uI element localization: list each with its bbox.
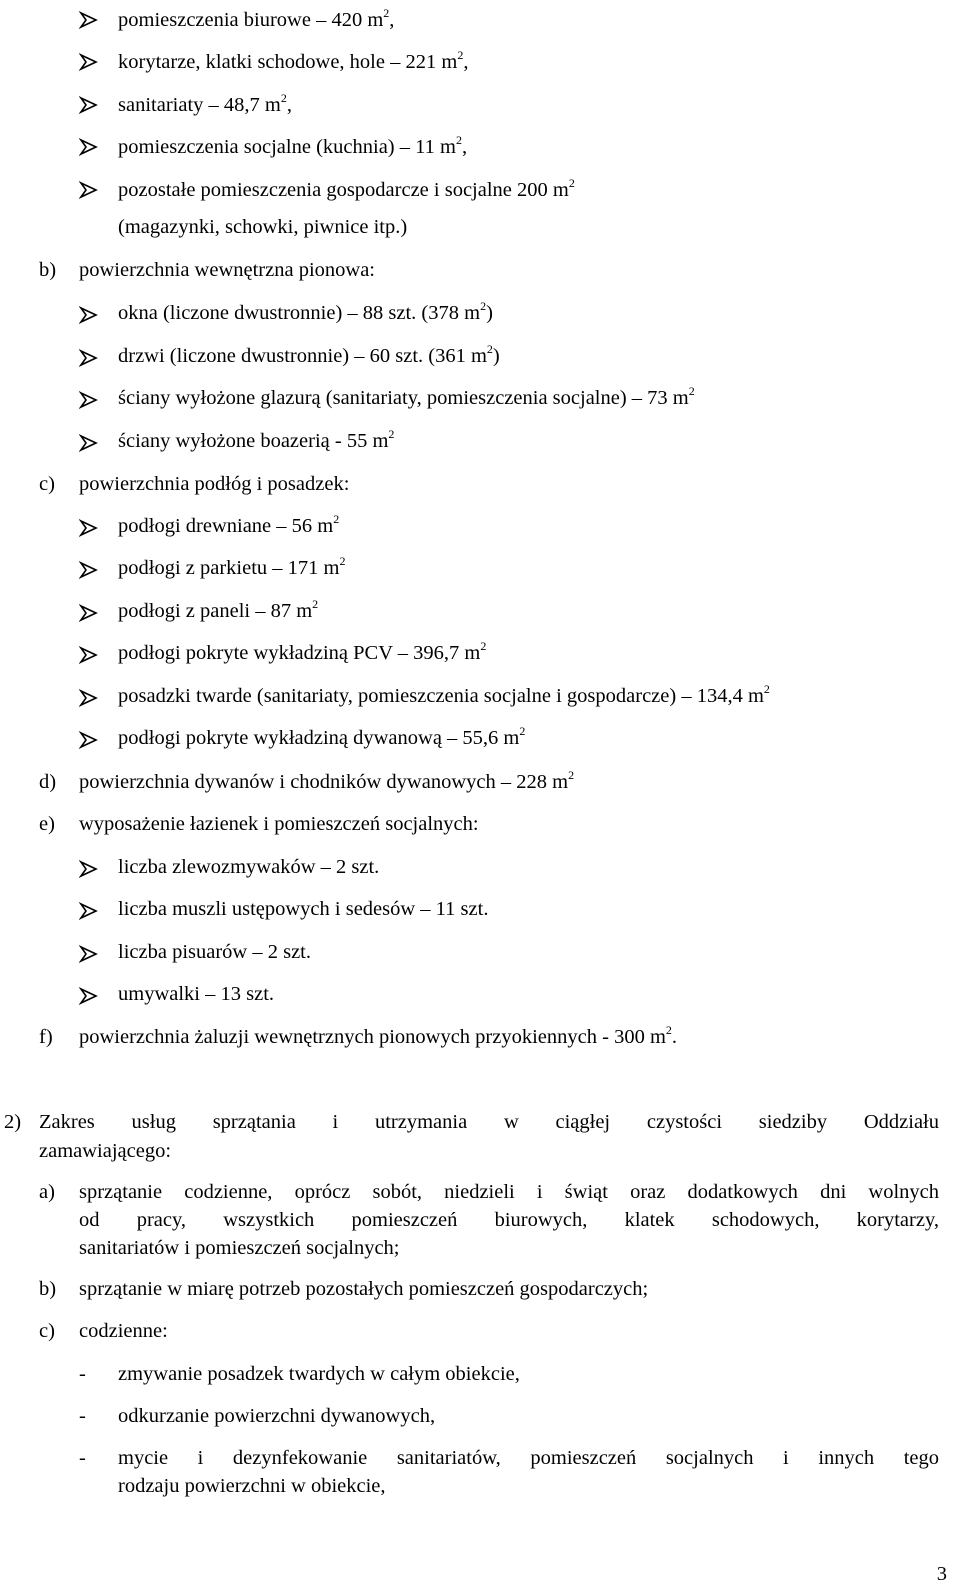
list-item: umywalki – 13 szt.	[118, 983, 275, 1005]
list-item: sanitariaty – 48,7 $m^2$,	[118, 91, 292, 116]
list-item: korytarze, klatki schodowe, hole – 221 $m^2$,	[118, 48, 469, 73]
list-item-continuation: rodzaju powierzchni w obiekcie,	[118, 1475, 386, 1497]
list-item: okna (liczone dwustronnie) – 88 szt. (378 $m^2$)	[118, 299, 493, 324]
section-heading-cont: zamawiającego:	[39, 1140, 172, 1162]
paragraph: powierzchnia dywanów i chodników dywanowych – 228 $m^2$	[79, 768, 575, 793]
paragraph: powierzchnia żaluzji wewnętrznych pionowych przyokiennych - 300 $m^2$.	[79, 1023, 678, 1048]
list-item: mycie i dezynfekowanie sanitariatów, pomieszczeń socjalnych i innych tego	[118, 1447, 939, 1469]
arrowhead-bullet-icon	[79, 901, 99, 921]
arrowhead-bullet-icon	[79, 944, 99, 964]
arrowhead-bullet-icon	[79, 560, 99, 580]
paragraph: od pracy, wszystkich pomieszczeń biurowych, klatek schodowych, korytarzy,	[79, 1209, 939, 1231]
list-item: ściany wyłożone boazerią - 55 $m^2$	[118, 427, 395, 452]
list-item: podłogi pokryte wykładziną PCV – 396,7 $m^2$	[118, 639, 487, 664]
section-heading: powierzchnia wewnętrzna pionowa:	[79, 259, 375, 281]
arrowhead-bullet-icon	[79, 305, 99, 325]
item-label: e)	[39, 813, 55, 835]
arrowhead-bullet-icon	[79, 518, 99, 538]
list-item: podłogi z parkietu – 171 $m^2$	[118, 554, 346, 579]
item-label: b)	[39, 1278, 57, 1300]
list-item: pozostałe pomieszczenia gospodarcze i socjalne 200 $m^2$	[118, 176, 575, 201]
item-label: a)	[39, 1181, 55, 1203]
dash-bullet: -	[79, 1447, 86, 1469]
list-item: odkurzanie powierzchni dywanowych,	[118, 1405, 436, 1427]
arrowhead-bullet-icon	[79, 433, 99, 453]
list-item: pomieszczenia biurowe – 420 $m^2$,	[118, 6, 395, 31]
item-label: c)	[39, 1320, 55, 1342]
paragraph: sprzątanie w miarę potrzeb pozostałych pomieszczeń gospodarczych;	[79, 1278, 649, 1300]
item-label: f)	[39, 1026, 53, 1048]
list-item: liczba zlewozmywaków – 2 szt.	[118, 856, 380, 878]
arrowhead-bullet-icon	[79, 603, 99, 623]
arrowhead-bullet-icon	[79, 688, 99, 708]
item-label: b)	[39, 259, 57, 281]
list-item: podłogi pokryte wykładziną dywanową – 55,6 $m^2$	[118, 724, 526, 749]
page-number: 3	[936, 1563, 947, 1585]
list-item: ściany wyłożone glazurą (sanitariaty, pomieszczenia socjalne) – 73 $m^2$	[118, 384, 695, 409]
paragraph: sanitariatów i pomieszczeń socjalnych;	[79, 1237, 400, 1259]
paragraph: codzienne:	[79, 1320, 168, 1342]
list-item: podłogi drewniane – 56 $m^2$	[118, 512, 340, 537]
list-item: zmywanie posadzek twardych w całym obiekcie,	[118, 1363, 520, 1385]
section-number: 2)	[4, 1111, 22, 1133]
list-item-continuation: (magazynki, schowki, piwnice itp.)	[118, 216, 408, 238]
arrowhead-bullet-icon	[79, 390, 99, 410]
arrowhead-bullet-icon	[79, 859, 99, 879]
section-heading: wyposażenie łazienek i pomieszczeń socjalnych:	[79, 813, 479, 835]
paragraph: sprzątanie codzienne, oprócz sobót, niedzieli i świąt oraz dodatkowych dni wolnych	[79, 1181, 939, 1203]
arrowhead-bullet-icon	[79, 986, 99, 1006]
list-item: podłogi z paneli – 87 $m^2$	[118, 597, 319, 622]
list-item: liczba pisuarów – 2 szt.	[118, 941, 311, 963]
arrowhead-bullet-icon	[79, 180, 99, 200]
arrowhead-bullet-icon	[79, 10, 99, 30]
arrowhead-bullet-icon	[79, 95, 99, 115]
item-label: c)	[39, 473, 55, 495]
arrowhead-bullet-icon	[79, 348, 99, 368]
dash-bullet: -	[79, 1363, 86, 1385]
arrowhead-bullet-icon	[79, 730, 99, 750]
list-item: pomieszczenia socjalne (kuchnia) – 11 $m^2$,	[118, 133, 468, 158]
section-heading: Zakres usług sprzątania i utrzymania w ciągłej czystości siedziby Oddziału	[39, 1111, 939, 1133]
arrowhead-bullet-icon	[79, 52, 99, 72]
list-item: drzwi (liczone dwustronnie) – 60 szt. (361 $m^2$)	[118, 342, 500, 367]
list-item: liczba muszli ustępowych i sedesów – 11 szt.	[118, 898, 489, 920]
dash-bullet: -	[79, 1405, 86, 1427]
section-heading: powierzchnia podłóg i posadzek:	[79, 473, 350, 495]
list-item: posadzki twarde (sanitariaty, pomieszczenia socjalne i gospodarcze) – 134,4 $m^2$	[118, 682, 770, 707]
item-label: d)	[39, 771, 57, 793]
arrowhead-bullet-icon	[79, 137, 99, 157]
arrowhead-bullet-icon	[79, 645, 99, 665]
